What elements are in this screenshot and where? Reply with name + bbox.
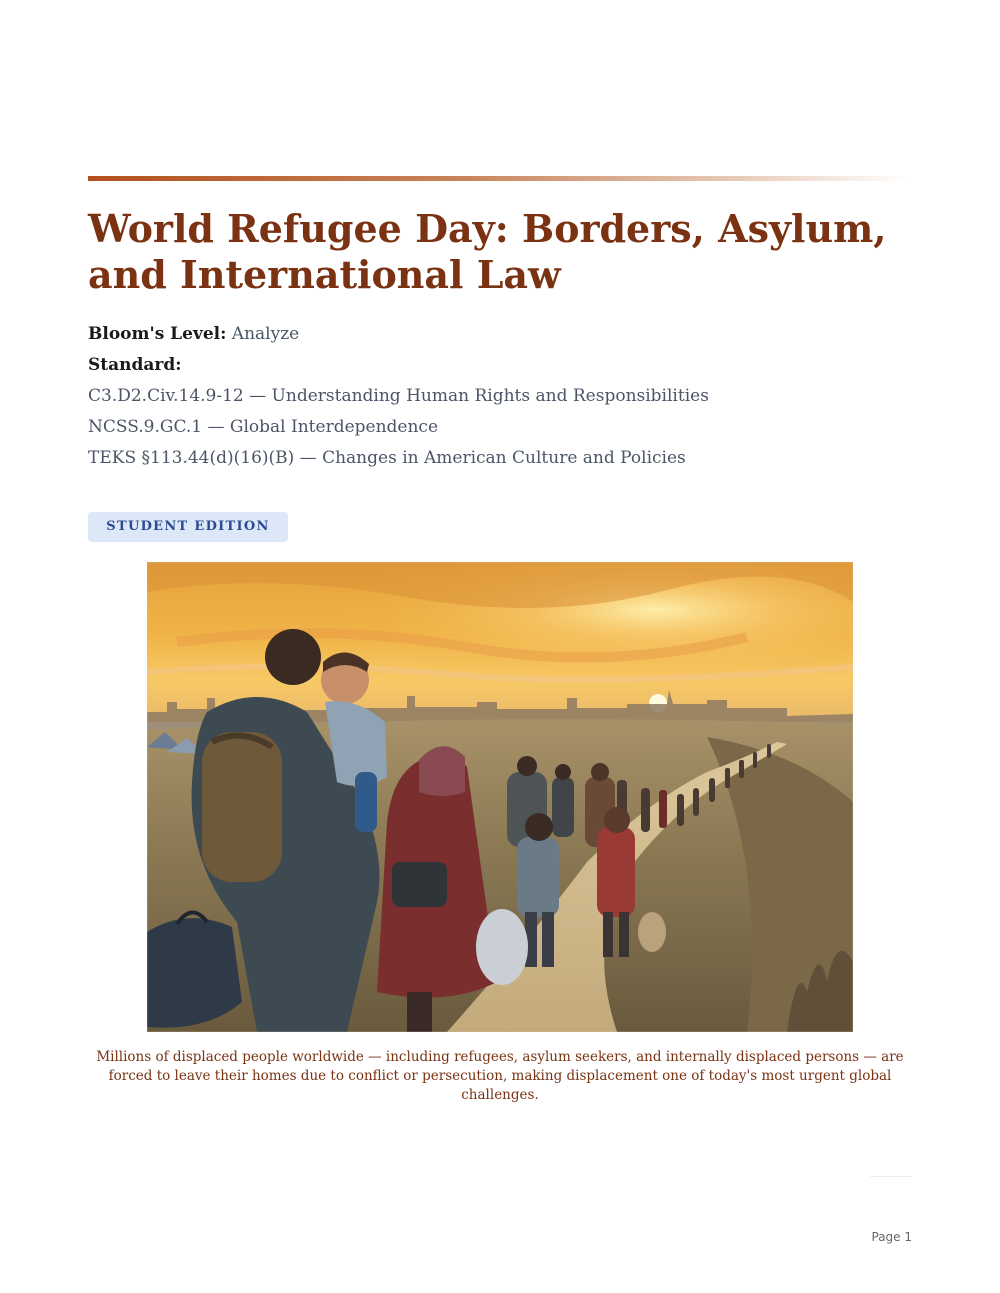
hero-illustration [147, 562, 853, 1032]
standard-item: NCSS.9.GC.1 — Global Interdependence [88, 417, 439, 437]
page-number: Page 1 [871, 1230, 912, 1244]
blooms-level-value: Analyze [231, 324, 300, 344]
blooms-level-label: Bloom's Level: [88, 324, 227, 344]
footer-rule [870, 1176, 912, 1177]
standard-line [88, 351, 918, 382]
metadata-block [88, 320, 918, 475]
standard-item: TEKS §113.44(d)(16)(B) — Changes in American Culture and Policies [88, 448, 686, 468]
edition-badge: STUDENT EDITION [88, 512, 288, 542]
accent-rule [88, 176, 910, 181]
blooms-level-line [88, 320, 918, 351]
refugees-walking-illustration [147, 562, 853, 1032]
standard-item: C3.D2.Civ.14.9-12 — Understanding Human Rights and Responsibilities [88, 386, 709, 406]
page-title: World Refugee Day: Borders, Asylum, and International Law [88, 206, 887, 297]
image-caption: Millions of displaced people worldwide — including refugees, asylum seekers, and internally displaced persons — are forced to leave their homes due to conflict or persecution, making displacement one of today's most urgent global challenges. [96, 1049, 904, 1103]
standard-label: Standard: [88, 355, 182, 375]
